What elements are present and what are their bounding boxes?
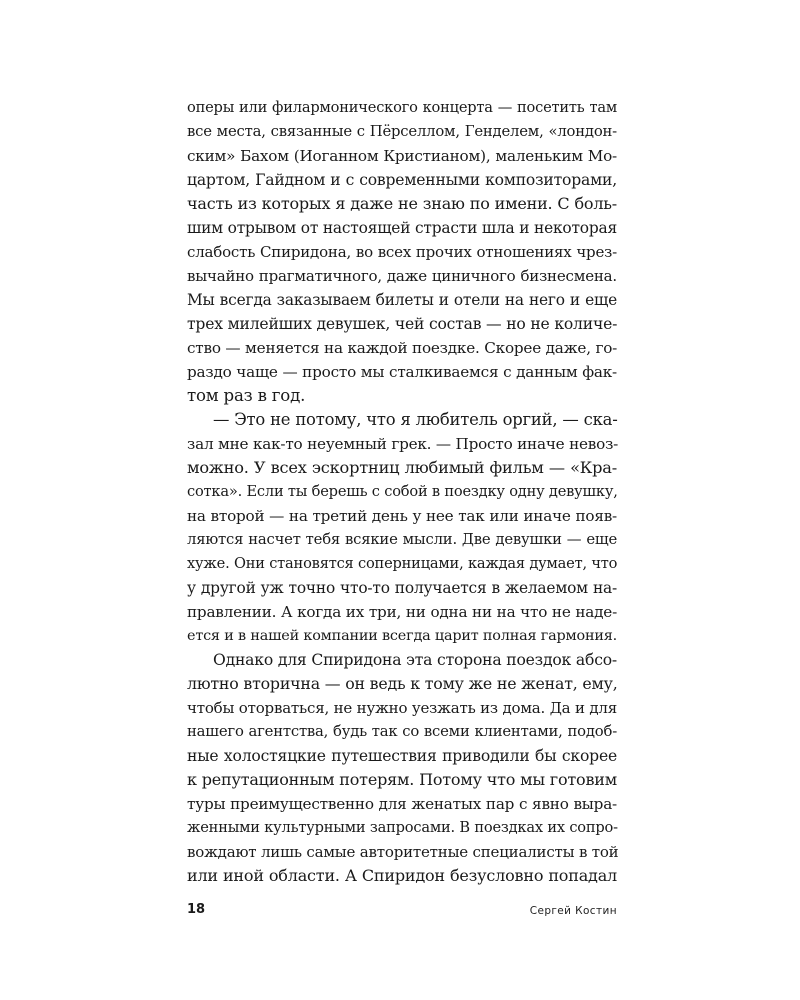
page-number: 18 bbox=[187, 902, 206, 917]
text-line: шим отрывом от настоящей страсти шла и некоторая bbox=[187, 219, 617, 237]
text-line: правлении. А когда их три, ни одна ни на что не наде- bbox=[187, 603, 617, 621]
text-line: раздо чаще — просто мы сталкиваемся с данным фак- bbox=[187, 363, 617, 381]
text-line: оперы или филармонического концерта — посетить там bbox=[187, 99, 617, 116]
text-line: трех милейших девушек, чей состав — но не количе- bbox=[187, 315, 618, 333]
text-line: сотка». Если ты берешь с собой в поездку одну девушку, bbox=[187, 483, 618, 500]
text-line: зал мне как-то неуемный грек. — Просто иначе невоз- bbox=[187, 435, 619, 453]
text-line: ляются насчет тебя всякие мысли. Две девушки — еще bbox=[187, 531, 617, 548]
text-line: на второй — на третий день у нее так или иначе появ- bbox=[187, 507, 617, 525]
text-line: Однако для Спиридона эта сторона поездок абсо- bbox=[213, 651, 617, 669]
text-line: часть из которых я даже не знаю по имени. С боль- bbox=[187, 194, 617, 213]
text-line: Мы всегда заказываем билеты и отели на него и еще bbox=[187, 291, 617, 309]
text-line: ется и в нашей компании всегда царит полная гармония. bbox=[187, 628, 617, 644]
text-line: женными культурными запросами. В поездках их сопро- bbox=[187, 819, 618, 836]
text-line: — Это не потому, что я любитель оргий, — ска- bbox=[213, 410, 618, 429]
text-line: туры преимущественно для женатых пар с явно выра- bbox=[187, 795, 617, 813]
text-line: нашего агентства, будь так со всеми клиентами, подоб- bbox=[187, 723, 617, 740]
text-line: том раз в год. bbox=[187, 386, 306, 405]
text-line: ство — меняется на каждой поездке. Скорее даже, го- bbox=[187, 339, 618, 357]
text-line: вычайно прагматичного, даже циничного бизнесмена. bbox=[187, 267, 617, 285]
text-line: вождают лишь самые авторитетные специалисты в той bbox=[187, 843, 619, 861]
text-line: у другой уж точно что-то получается в желаемом на- bbox=[187, 579, 617, 597]
text-line: цартом, Гайдном и с современными композиторами, bbox=[187, 171, 617, 189]
text-line: слабость Спиридона, во всех прочих отношениях чрез- bbox=[187, 243, 617, 261]
text-line: хуже. Они становятся соперницами, каждая думает, что bbox=[187, 555, 618, 572]
text-line: можно. У всех эскортниц любимый фильм — «Кра- bbox=[187, 458, 617, 477]
text-line: лютно вторична — он ведь к тому же не женат, ему, bbox=[187, 674, 618, 693]
text-line: к репутационным потерям. Потому что мы готовим bbox=[187, 770, 617, 789]
text-line: все места, связанные с Пёрселлом, Генделем, «лондон- bbox=[187, 123, 617, 140]
text-line: ским» Бахом (Иоганном Кристианом), маленьким Мо- bbox=[187, 147, 617, 165]
text-line: чтобы оторваться, не нужно уезжать из дома. Да и для bbox=[187, 699, 617, 717]
running-footer-author: Сергей Костин bbox=[529, 905, 617, 917]
text-line: ные холостяцкие путешествия приводили бы скорее bbox=[187, 747, 617, 765]
text-line: или иной области. А Спиридон безусловно попадал bbox=[187, 866, 617, 885]
